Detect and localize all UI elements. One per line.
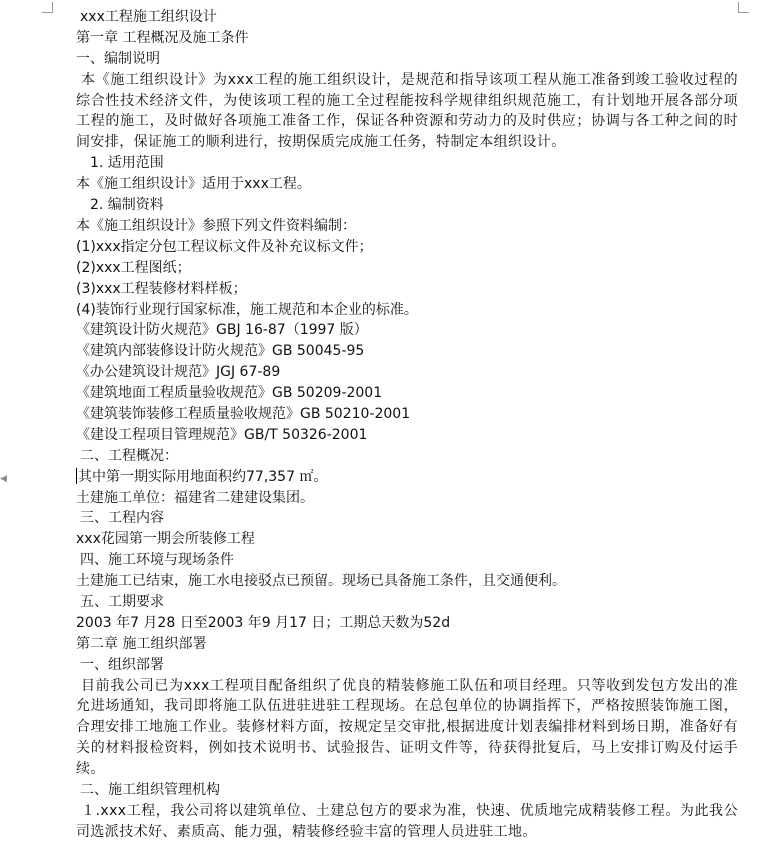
content-text: xxx花园第一期会所装修工程 bbox=[76, 531, 255, 548]
schedule-text: 2003 年7 月28 日至2003 年9 月17 日；工期总天数为52d bbox=[76, 614, 451, 631]
source-item: (1)xxx指定分包工程议标文件及补充议标文件； bbox=[76, 238, 373, 255]
section-content: 三、工程内容 bbox=[80, 510, 164, 527]
area-line bbox=[76, 467, 738, 488]
intro-paragraph: 本《施工组织设计》为xxx工程的施工组织设计，是规范和指导该项工程从施工准备到竣工验收过程的综合性技术经济文件，为使该项工程的施工全过程能按科学规律组织规范施工，有计划地开展各部分项工程的施工，及时做好各项施工准备工作，保证各种资源和劳动力的及时供应；协调与各工种之间的时间安排，保证施工的顺利进行，按期保质完成施工任务，特制定本组织设计。 bbox=[76, 71, 738, 151]
source-item: (2)xxx工程图纸； bbox=[76, 259, 191, 276]
management-paragraph: １.xxx工程，我公司将以建筑单位、土建总包方的要求为准，快速、优质地完成精装修工程。为此我公司选派技术好、素质高、能力强，精装修经验丰富的管理人员进驻工地。 bbox=[76, 802, 738, 840]
standard-item: 《建筑内部装修设计防火规范》GB 50045-95 bbox=[76, 343, 365, 360]
chapter-2-heading: 第二章 施工组织部署 bbox=[76, 635, 207, 652]
standard-item: 《建筑地面工程质量验收规范》GB 50209-2001 bbox=[76, 385, 383, 402]
section-management: 二、施工组织管理机构 bbox=[80, 782, 220, 799]
organization-paragraph: 目前我公司已为xxx工程项目配备组织了优良的精装修施工队伍和项目经理。只等收到发包方发出的准允进场通知，我司即将施工队伍进驻进驻工程现场。在总包单位的协调指挥下，严格按照装饰施工图，合理安排工地施工作业。装修材料方面，按规定呈交审批,根据进度计划表编排材料到场日期，准备好有关的材料报检资料，例如技术说明书、试验报告、证明文件等，待获得批复后，马上安排订购及付运手续。 bbox=[76, 677, 738, 778]
right-margin-corner-mark bbox=[738, 2, 749, 13]
document-title: xxx工程施工组织设计 bbox=[80, 9, 217, 25]
subsection-scope: 1. 适用范围 bbox=[90, 155, 164, 172]
sources-intro: 本《施工组织设计》参照下列文件资料编制： bbox=[76, 217, 356, 234]
section-overview: 二、工程概况： bbox=[80, 447, 178, 464]
text-cursor bbox=[76, 468, 77, 484]
source-item: (3)xxx工程装修材料样板； bbox=[76, 280, 247, 297]
area-text: 其中第一期实际用地面积约77,357 ㎡。 bbox=[78, 468, 328, 485]
standard-item: 《办公建筑设计规范》JGJ 67-89 bbox=[76, 364, 281, 381]
subsection-sources: 2. 编制资料 bbox=[90, 197, 164, 214]
document-body[interactable] bbox=[76, 7, 738, 843]
source-item: (4)装饰行业现行国家标准，施工规范和本企业的标准。 bbox=[76, 301, 418, 318]
section-compile-description: 一、编制说明 bbox=[76, 50, 160, 67]
standard-item: 《建设工程项目管理规范》GB/T 50326-2001 bbox=[76, 426, 368, 443]
contractor-text: 土建施工单位：福建省二建建设集团。 bbox=[76, 489, 314, 506]
left-margin-corner-mark bbox=[42, 2, 53, 13]
scope-text: 本《施工组织设计》适用于xxx工程。 bbox=[76, 176, 311, 193]
standard-item: 《建筑设计防火规范》GBJ 16-87（1997 版） bbox=[76, 322, 368, 339]
section-organization: 一、组织部署 bbox=[80, 656, 164, 673]
section-schedule: 五、工期要求 bbox=[80, 594, 164, 610]
standard-item: 《建筑装饰装修工程质量验收规范》GB 50210-2001 bbox=[76, 405, 411, 422]
section-environment: 四、施工环境与现场条件 bbox=[80, 552, 234, 569]
environment-text: 土建施工已结束，施工水电接驳点已预留。现场已具备施工条件，且交通便利。 bbox=[76, 573, 566, 590]
chapter-1-heading: 第一章 工程概况及施工条件 bbox=[76, 29, 249, 46]
margin-arrow-icon: ◀ bbox=[0, 474, 7, 484]
